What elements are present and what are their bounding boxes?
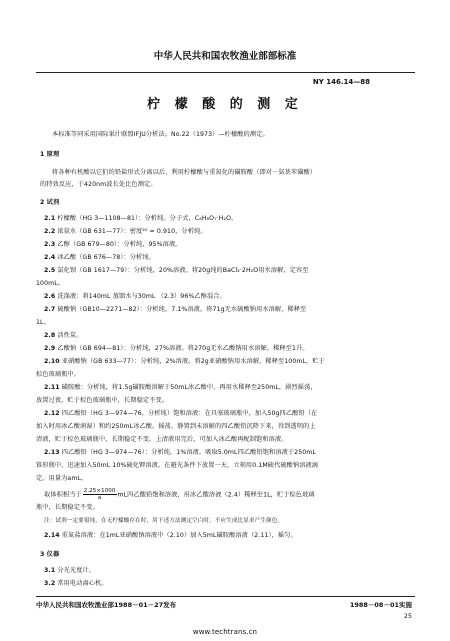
formula-cont: 瓶中，长期稳定不变。	[36, 504, 99, 511]
item-2-10: 2.10 亚硝酸钠（GB 633—77）：分析纯，2%溶液。将2g亚硝酸钠用水溶解，稀释至100mL，贮于	[44, 358, 325, 365]
reagent-note: 注：试剂一定要很纯，在无柠檬酸存在时，用下述方法测定空白时，不应生成比显求产生颜色。	[44, 518, 284, 524]
item-2-9: 2.9 乙酸钠（GB 694—81）：分析纯，27%溶液。将270g无水乙酸钠用水溶解，稀释至1升。	[44, 345, 309, 352]
item-3-1: 3.1 分光光度计。	[44, 567, 96, 574]
item-2-11: 2.11 磺胺酸：分析纯，将1.5g磺胺酸溶解于50mL冰乙酸中，再用水稀释至250mL，剧烈摇荡，	[44, 384, 317, 391]
section-3-heading: 3 仪器	[40, 551, 60, 558]
item-2-13-cont-2: 定。用量为amL。	[36, 475, 88, 482]
page-number: 25	[403, 613, 412, 620]
item-2-6: 2.6 洗涤液：将140mL 蒸馏水与30mL （2.3）96%乙醇混合。	[44, 293, 226, 300]
item-2-1: 2.1 柠檬酸（HG 3—1108—81）：分析纯。分子式，C₆H₈O₇·H₂O。	[44, 215, 238, 222]
item-2-11-cont: 放置过夜，贮于棕色玻璃瓶中，长期稳定不变。	[36, 397, 169, 404]
item-2-5: 2.5 氯化钡（GB 1617—79）：分析纯，20%溶液。将20g纯的BaCl₂·2H₂O用水溶解，定容至	[44, 267, 309, 274]
item-2-8: 2.8 活性炭。	[44, 332, 83, 339]
section-1-heading: 1 原理	[40, 151, 60, 158]
item-2-2: 2.2 浓氨水（GB 631—77）：密度²⁰ = 0.910，分析纯。	[44, 228, 207, 235]
page-title: 柠 檬 酸 的 测 定	[147, 97, 303, 112]
standard-number: NY 146.14—88	[312, 78, 370, 86]
item-2-13: 2.13 四乙酸铅（HG 3—974—76）：分析纯，1%溶液。吸取5.0mL四乙酸铅饱和溶液于250mL	[44, 449, 316, 456]
item-2-12-cont-2: 清液，贮于棕色玻璃瓶中，长期稳定不变。上清液用完后，可加入冰乙酸再配制饱和溶液。	[36, 436, 288, 443]
item-2-4: 2.4 冰乙酸（GB 676—78）：分析纯。	[44, 254, 155, 261]
item-2-10-cont: 棕色玻璃瓶中。	[36, 371, 81, 378]
item-2-5-cont: 100mL。	[36, 280, 65, 287]
item-2-12: 2.12 四乙酸铅（HG 3—974—76，分析纯）饱和溶液：在具塞玻璃瓶中，加入50g四乙酸铅（在	[44, 410, 318, 417]
item-2-7: 2.7 硫酸钠（GB10—2271—82）：分析纯，7.1%溶液。将71g无水硫酸钠用水溶解，稀释至	[44, 306, 307, 313]
section-1-line-2: 的特效反应，于420nm波长处比色测定。	[40, 181, 157, 188]
section-2-heading: 2 试剂	[40, 199, 60, 206]
source-url: www.techtrans.cn	[192, 628, 258, 636]
item-2-3: 2.3 乙醇（GB 679—80）：分析纯，95%溶液。	[44, 241, 182, 248]
item-2-7-cont: 1L。	[36, 319, 50, 326]
footer-issued: 中华人民共和国农牧渔业部1988－01－27发布	[36, 601, 177, 609]
section-1-line-1: 将各种有机酸以它们的铅盐形式分离以后，利用柠檬酸与重氮化的磺胺酸（即对－氨基苯磺酸）	[52, 169, 317, 176]
footer-effective: 1988－08－01实施	[349, 601, 412, 609]
item-2-13-cont-1: 锥形瓶中，迅速加入50mL 10%硫化钾溶液。在避光条件下放置一天，立刻用0.1M硫代硫酸钠溶液滴	[36, 462, 319, 469]
footer-rule	[36, 596, 415, 597]
item-2-14: 2.14 重氮盐溶液：在1mL亚硝酸钠溶液中（2.10）加入5mL磺胺酸溶液（2.11），摇匀。	[44, 532, 297, 539]
header-rule	[36, 72, 415, 73]
item-3-2: 3.2 常用电动离心机。	[44, 580, 108, 587]
standard-org-header: 中华人民共和国农牧渔业部部标准	[153, 51, 297, 62]
item-2-12-cont-1: 加入时用冰乙酸润湿）和约250mL冰乙酸。摇荡，静置到未溶解的四乙酸铅沉降下来，得到透明的上	[36, 423, 316, 430]
formula-line: 取体积相当于 $\frac{2.25\times 1000}{a}$ mL四乙酸铅饱和溶液，用冰乙酸溶液（2.4）稀释至1L，贮于棕色玻璃	[44, 488, 315, 501]
intro-paragraph: 本标准等同采用国际果汁联盟IFJU分析法。No.22（1973）—柠檬酸的测定。	[52, 131, 269, 138]
volume-fraction: $\frac{2.25\times 1000}{a}$	[83, 488, 116, 501]
